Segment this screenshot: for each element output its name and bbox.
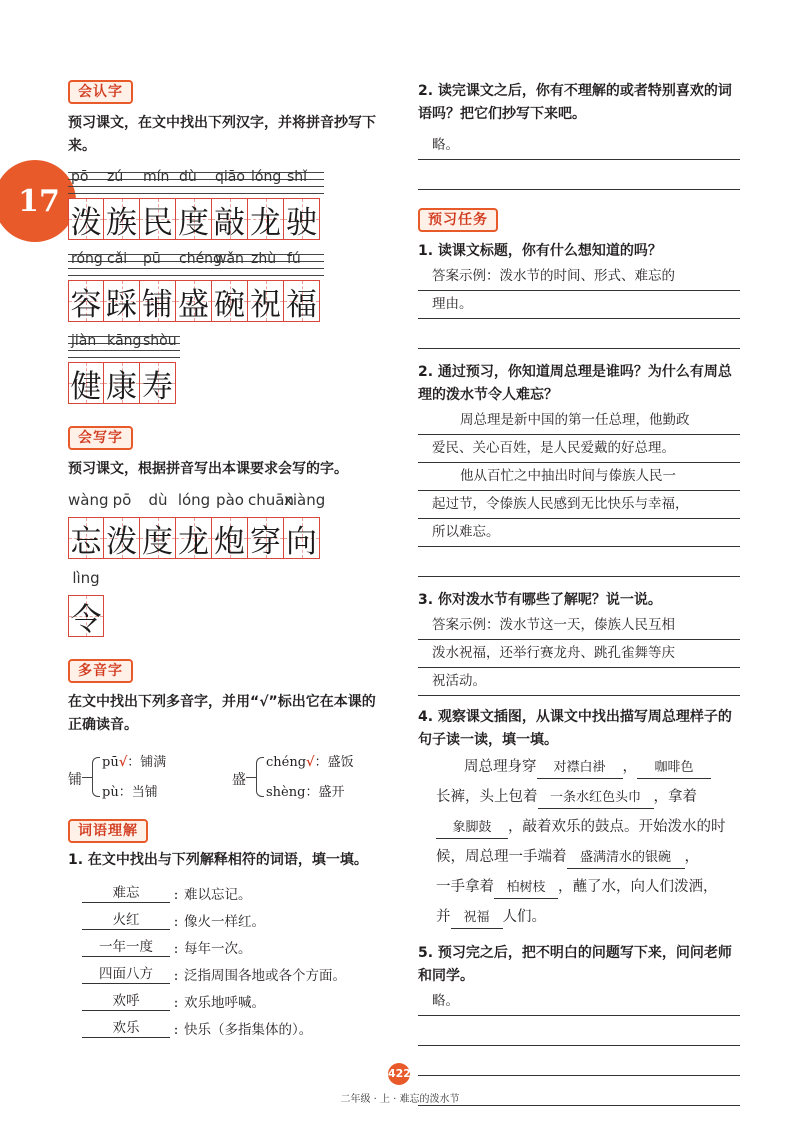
fill-text: 一手拿着 (436, 879, 494, 895)
character-grid-row (68, 198, 388, 240)
character-text: 令 (70, 601, 102, 638)
pinyin-text: qiāo (215, 169, 245, 185)
pinyin-text: xiàng (284, 491, 326, 509)
answer-line-blank (418, 547, 740, 577)
fill-blank: 一条水红色头巾 (538, 788, 654, 809)
polyphone-option: chéng√：盛饭 (266, 755, 354, 770)
character-text: 容 (70, 286, 102, 323)
pinyin-guide-line (68, 350, 180, 351)
character-text: 龙 (250, 204, 281, 241)
answer-line: 他从百忙之中抽出时间与傣族人民一 (418, 463, 740, 491)
character-cell (104, 280, 140, 322)
pinyin-row (68, 168, 324, 194)
definition-row (68, 1011, 388, 1038)
answer-line: 祝活动。 (418, 668, 740, 696)
character-text: 盛 (178, 286, 209, 323)
answer-blank: 欢呼 (82, 989, 170, 1011)
example-word: 铺满 (140, 755, 167, 770)
pinyin-text: zú (107, 169, 124, 185)
colon: : (173, 914, 179, 930)
pinyin-text: shǐ (287, 169, 308, 185)
definition-row (68, 984, 388, 1011)
brace-dash (246, 777, 256, 778)
answer-blank: 四面八方 (82, 962, 170, 984)
character-cell (176, 198, 212, 240)
check-mark-icon: √ (306, 755, 315, 770)
polyphone-option: shèng：盛开 (266, 785, 345, 800)
colon: : (173, 941, 179, 957)
task-q5-question: 5. 预习完之后，把不明白的问题写下来，问问老师和同学。 (418, 945, 732, 984)
character-text: 碗 (214, 286, 245, 323)
pinyin-text: cǎi (107, 251, 128, 267)
example-word: 当铺 (131, 785, 158, 800)
example-word: 盛开 (318, 785, 345, 800)
pinyin-text: zhù (251, 251, 277, 267)
pinyin-guide-line (68, 275, 324, 276)
fill-blank: 柏树枝 (494, 878, 558, 899)
character-grid-row (68, 595, 388, 637)
character-text: 驶 (286, 204, 317, 241)
brace (256, 757, 264, 797)
character-cell (104, 362, 140, 404)
answer-line-blank (418, 319, 740, 349)
vocab-rows (68, 876, 388, 1038)
brace-dash (82, 777, 92, 778)
answer-line-blank (418, 160, 740, 190)
character-text: 寿 (142, 368, 173, 405)
section-tag-recognize: 会认字 (68, 80, 133, 104)
task-q4-question: 4. 观察课文插图，从课文中找出描写周总理样子的句子读一读，填一填。 (418, 709, 732, 748)
polyphone-char-2: 盛 (232, 772, 246, 788)
character-grid-row (68, 280, 388, 322)
example-word: 盛饭 (327, 755, 354, 770)
task-q2-question: 2. 通过预习，你知道周总理是谁吗？为什么有周总理的泼水节令人难忘？ (418, 364, 732, 403)
character-text: 祝 (250, 286, 281, 323)
character-text: 福 (286, 286, 317, 323)
answer-line: 周总理是新中国的第一任总理，他勤政 (418, 407, 740, 435)
answer-line: 所以难忘。 (418, 519, 740, 547)
definition-text: 快乐（多指集体的）。 (184, 1022, 313, 1038)
task-q1-question: 1. 读课文标题，你有什么想知道的吗？ (418, 243, 662, 259)
pinyin-text: dù (179, 169, 197, 185)
pinyin-text: lìng (72, 569, 100, 587)
character-cell (140, 280, 176, 322)
answer-line-blank (418, 1016, 740, 1046)
definition-text: 像火一样红。 (184, 914, 265, 930)
fill-text: ，敲着欢乐的鼓点。开始泼水的时候，周总理一手端着 (436, 819, 726, 865)
vocab-q2-question: 2. 读完课文之后，你有不理解的或者特别喜欢的词语吗？把它们抄写下来吧。 (418, 83, 732, 122)
character-text: 穿 (250, 523, 281, 560)
answer-blank: 欢乐 (82, 1016, 170, 1038)
pinyin-text: jiàn (71, 333, 97, 349)
character-cell (212, 198, 248, 240)
character-cell (68, 517, 104, 559)
write-groups (68, 491, 388, 637)
answer-line: 爱民、关心百姓，是人民爱戴的好总理。 (418, 435, 740, 463)
pinyin-text: kāng (107, 333, 142, 349)
character-cell (68, 198, 104, 240)
definition-row (68, 876, 388, 903)
section-tag-write: 会写字 (68, 426, 133, 450)
character-text: 泼 (106, 523, 137, 560)
pinyin-guide-line (68, 193, 324, 194)
character-text: 向 (286, 523, 317, 560)
check-mark-icon: √ (118, 755, 128, 770)
pinyin-text: lóng (251, 169, 282, 185)
pinyin-text: mín (143, 169, 170, 185)
pinyin-text: chuān (248, 491, 294, 509)
character-cell (68, 595, 104, 637)
fill-text: 周总理身穿 (464, 759, 537, 775)
recognize-instruction: 预习课文，在文中找出下列汉字，并将拼音抄写下来。 (68, 115, 376, 154)
character-cell (104, 198, 140, 240)
colon: : (173, 1022, 179, 1038)
task-q3-question: 3. 你对泼水节有哪些了解呢？说一说。 (418, 592, 662, 608)
pinyin-text: lóng (177, 491, 211, 509)
pinyin-text: pào (216, 491, 244, 509)
answer-line: 理由。 (418, 291, 740, 319)
answer-blank: 火红 (82, 908, 170, 930)
character-cell (248, 280, 284, 322)
character-cell (176, 280, 212, 322)
character-cell (140, 198, 176, 240)
vocab-question: 1. 在文中找出与下列解释相符的词语，填一填。 (68, 852, 368, 868)
page-footer: 二年级 · 上 · 难忘的泼水节 (340, 1094, 460, 1105)
pinyin-text: wǎn (215, 251, 244, 267)
character-cell (212, 517, 248, 559)
left-column (68, 80, 388, 1038)
reading: pù (102, 785, 119, 800)
colon: : (173, 995, 179, 1011)
definition-text: 泛指周围各地或各个方面。 (184, 968, 346, 984)
fill-text: 人们。 (502, 909, 546, 925)
fill-blank: 祝福 (451, 908, 503, 929)
pinyin-row (68, 491, 388, 513)
definition-text: 难以忘记。 (184, 887, 252, 903)
pinyin-row (68, 569, 388, 591)
character-text: 度 (142, 523, 173, 560)
write-instruction: 预习课文，根据拼音写出本课要求会写的字。 (68, 461, 348, 477)
pinyin-text: róng (71, 251, 103, 267)
section-tag-tasks: 预习任务 (418, 208, 498, 232)
character-text: 铺 (142, 286, 173, 323)
reading: pū (102, 755, 119, 770)
character-text: 族 (106, 204, 137, 241)
answer-line: 泼水祝福，还举行赛龙舟、跳孔雀舞等庆 (418, 640, 740, 668)
section-tag-polyphone: 多音字 (68, 659, 133, 683)
fill-text: ， (684, 849, 699, 865)
pinyin-text: chéng (179, 251, 222, 267)
answer-blank: 一年一度 (82, 935, 170, 957)
colon: : (173, 887, 179, 903)
character-cell (248, 198, 284, 240)
section-tag-vocab: 词语理解 (68, 819, 148, 843)
lesson-number-badge (0, 160, 76, 242)
pinyin-text: dù (148, 491, 168, 509)
pinyin-text: pō (112, 491, 132, 509)
answer-line: 答案示例：泼水节这一天，傣族人民互相 (418, 612, 740, 640)
task-q4-fill-paragraph (436, 752, 740, 932)
pinyin-text: wàng (68, 491, 109, 509)
pinyin-text: shòu (143, 333, 177, 349)
character-text: 龙 (178, 523, 209, 560)
character-text: 健 (70, 368, 102, 405)
character-cell (68, 362, 104, 404)
answer-blank: 难忘 (82, 881, 170, 903)
definition-row (68, 930, 388, 957)
polyphone-option: pù：当铺 (102, 785, 158, 800)
fill-text: ，蘸了水，向人们泼洒， (558, 879, 718, 895)
answer-line: 起过节，令傣族人民感到无比快乐与幸福， (418, 491, 740, 519)
fill-text: ， (622, 759, 637, 775)
fill-blank: 咖啡色 (637, 758, 711, 779)
character-text: 炮 (214, 523, 245, 560)
answer-line: 略。 (418, 988, 740, 1016)
character-text: 忘 (70, 523, 102, 560)
pinyin-text: pū (143, 251, 161, 267)
right-column (418, 80, 740, 1106)
character-cell (140, 517, 176, 559)
pinyin-text: fú (287, 251, 301, 267)
recognize-groups (68, 168, 388, 404)
colon: : (173, 968, 179, 984)
character-grid-row (68, 362, 388, 404)
pinyin-guide-line (68, 357, 180, 358)
character-text: 度 (178, 204, 209, 241)
character-cell (284, 517, 320, 559)
character-text: 康 (106, 368, 137, 405)
fill-text: ，拿着 (653, 789, 697, 805)
definition-row (68, 957, 388, 984)
polyphone-option: pū√：铺满 (102, 755, 167, 770)
pinyin-row (68, 332, 180, 358)
lesson-number: 17 (18, 183, 60, 219)
character-cell (284, 280, 320, 322)
character-cell (68, 280, 104, 322)
answer-line: 略。 (418, 132, 740, 160)
brace (92, 757, 100, 797)
character-cell (212, 280, 248, 322)
answer-line: 答案示例：泼水节的时间、形式、难忘的 (418, 263, 740, 291)
definition-text: 每年一次。 (184, 941, 252, 957)
character-cell (104, 517, 140, 559)
character-cell (176, 517, 212, 559)
character-cell (284, 198, 320, 240)
definition-row (68, 903, 388, 930)
character-text: 民 (142, 204, 173, 241)
character-text: 踩 (106, 286, 137, 323)
pinyin-guide-line (68, 268, 324, 269)
answer-line-blank (418, 1046, 740, 1076)
page-number: 422 (388, 1063, 410, 1085)
pinyin-guide-line (68, 186, 324, 187)
fill-text: 长裤，头上包着 (436, 789, 538, 805)
character-text: 敲 (214, 204, 245, 241)
fill-text: 并 (436, 909, 451, 925)
character-text: 泼 (70, 204, 102, 241)
pinyin-text: pō (71, 169, 89, 185)
definition-text: 欢乐地呼喊。 (184, 995, 265, 1011)
character-cell (140, 362, 176, 404)
polyphone-items (68, 751, 388, 807)
reading: shèng (266, 785, 306, 800)
fill-blank: 象脚鼓 (436, 818, 508, 839)
pinyin-row (68, 250, 324, 276)
polyphone-char-1: 铺 (68, 772, 82, 788)
character-grid-row (68, 517, 388, 559)
reading: chéng (266, 755, 307, 770)
character-cell (248, 517, 284, 559)
fill-blank: 盛满清水的银碗 (567, 848, 685, 869)
polyphone-instruction: 在文中找出下列多音字，并用“√”标出它在本课的正确读音。 (68, 694, 376, 733)
fill-blank: 对襟白褂 (537, 758, 623, 779)
